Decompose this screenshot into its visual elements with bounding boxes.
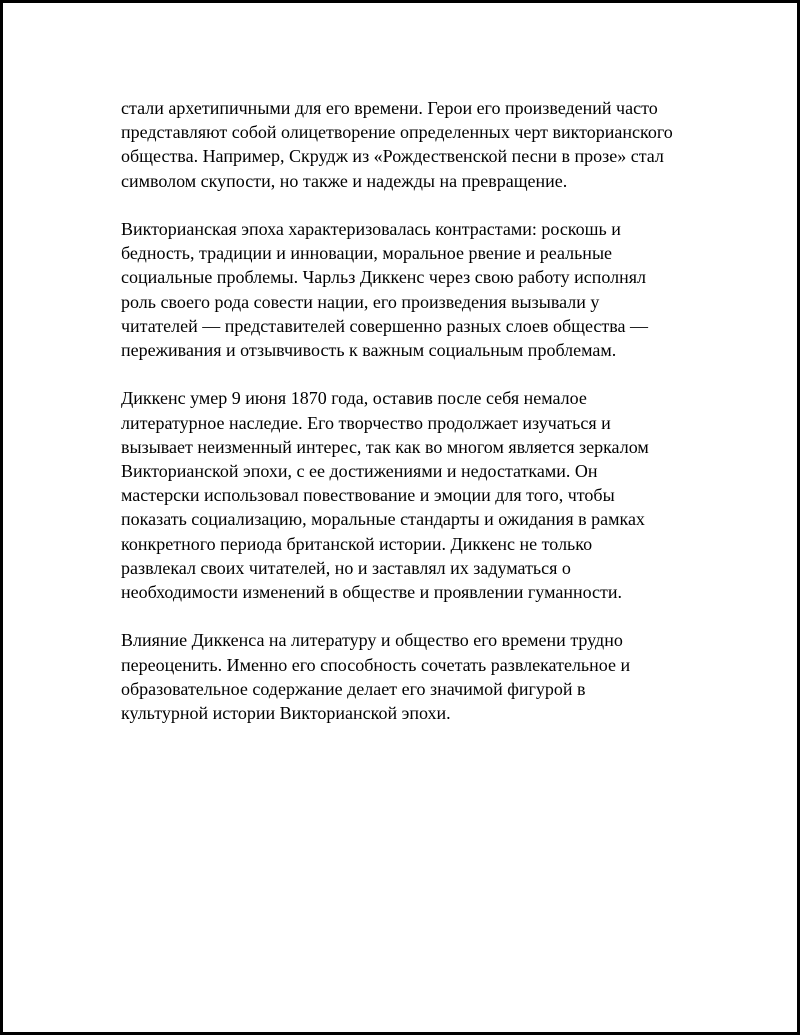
- paragraph-3: [121, 386, 711, 604]
- text-line: общества. Например, Скрудж из «Рождественской песни в прозе» стал: [121, 146, 664, 167]
- text-line: Диккенс умер 9 июня 1870 года, оставив после себя немалое: [121, 388, 587, 409]
- text-line: бедность, традиции и инновации, моральное рвение и реальные: [121, 243, 613, 264]
- text-line: культурной истории Викторианской эпохи.: [121, 703, 451, 724]
- paragraph-1: [121, 96, 711, 193]
- text-line: социальные проблемы. Чарльз Диккенс через свою работу исполнял: [121, 267, 647, 288]
- text-line: символом скупости, но также и надежды на превращение.: [121, 170, 568, 191]
- paragraph-4: [121, 628, 711, 725]
- text-line: литературное наследие. Его творчество продолжает изучаться и: [121, 412, 611, 433]
- text-line: Влияние Диккенса на литературу и общество его времени трудно: [121, 630, 623, 651]
- text-line: конкретного периода британской истории. Диккенс не только: [121, 533, 593, 554]
- text-line: мастерски использовал повествование и эмоции для того, чтобы: [121, 485, 615, 506]
- text-line: стали архетипичными для его времени. Герои его произведений часто: [121, 98, 658, 118]
- document-body: [121, 96, 711, 749]
- text-line: вызывает неизменный интерес, так как во многом является зеркалом: [121, 436, 649, 457]
- text-line: развлекал своих читателей, но и заставлял их задуматься о: [121, 557, 571, 578]
- text-line: переоценить. Именно его способность сочетать развлекательное и: [121, 654, 631, 675]
- text-line: представляют собой олицетворение определенных черт викторианского: [121, 122, 673, 143]
- text-line: переживания и отзывчивость к важным социальным проблемам.: [121, 340, 617, 361]
- paragraph-2: [121, 217, 711, 362]
- text-line: необходимости изменений в обществе и проявлении гуманности.: [121, 582, 623, 603]
- text-line: Викторианской эпохи, с ее достижениями и недостатками. Он: [121, 461, 598, 482]
- text-line: Викторианская эпоха характеризовалась контрастами: роскошь и: [121, 219, 621, 239]
- text-line: показать социализацию, моральные стандарты и ожидания в рамках: [121, 509, 645, 530]
- text-line: образовательное содержание делает его значимой фигурой в: [121, 678, 586, 699]
- text-line: читателей — представителей совершенно разных слоев общества —: [121, 315, 649, 336]
- text-line: роль своего рода совести нации, его произведения вызывали у: [121, 291, 600, 312]
